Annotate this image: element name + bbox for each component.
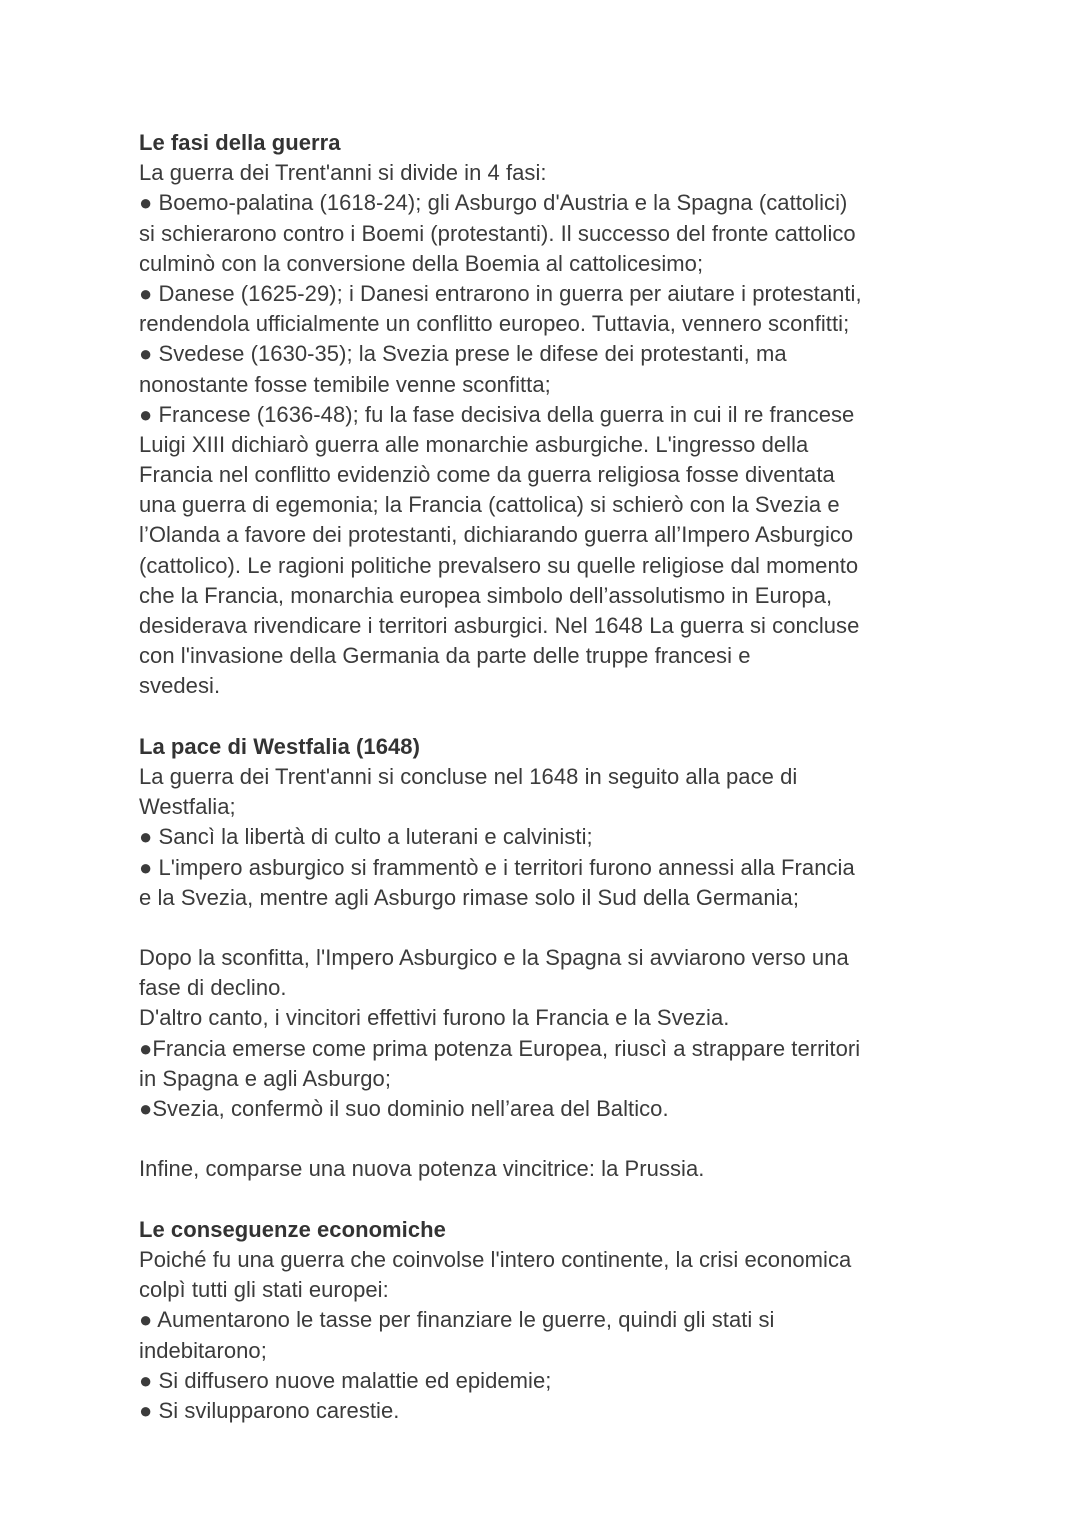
section-heading-conseguenze: Le conseguenze economiche	[139, 1216, 446, 1242]
bullet-line: ● L'impero asburgico si frammentò e i territori furono annessi alla Francia	[139, 854, 855, 880]
text-line: (cattolico). Le ragioni politiche prevalsero su quelle religiose dal momento	[139, 552, 859, 578]
text-line: Francia nel conflitto evidenziò come da guerra religiosa fosse diventata	[139, 462, 835, 488]
text-line: si schierarono contro i Boemi (protestanti). Il successo del fronte cattolico	[139, 220, 856, 246]
text-line: Poiché fu una guerra che coinvolse l'intero continente, la crisi economica	[139, 1246, 852, 1272]
bullet-line: ● Si diffusero nuove malattie ed epidemie;	[139, 1367, 552, 1393]
bullet-line: ● Sancì la libertà di culto a luterani e calvinisti;	[139, 824, 593, 850]
text-line: fase di declino.	[139, 975, 287, 1001]
spacer	[139, 702, 969, 732]
document-page	[139, 128, 969, 1426]
text-line: Luigi XIII dichiarò guerra alle monarchie asburgiche. L'ingresso della	[139, 431, 809, 457]
bullet-line: ● Boemo-palatina (1618-24); gli Asburgo d'Austria e la Spagna (cattolici)	[139, 190, 848, 216]
text-line: Infine, comparse una nuova potenza vincitrice: la Prussia.	[139, 1156, 705, 1182]
bullet-line: ● Francese (1636-48); fu la fase decisiva della guerra in cui il re francese	[139, 401, 855, 427]
bullet-line: ● Aumentarono le tasse per finanziare le guerre, quindi gli stati si	[139, 1307, 775, 1333]
text-line: l’Olanda a favore dei protestanti, dichiarando guerra all’Impero Asburgico	[139, 522, 854, 548]
text-line: desiderava rivendicare i territori asburgici. Nel 1648 La guerra si concluse	[139, 613, 860, 638]
text-line: colpì tutti gli stati europei:	[139, 1277, 389, 1303]
text-line: una guerra di egemonia; la Francia (cattolica) si schierò con la Svezia e	[139, 492, 840, 518]
text-line: Dopo la sconfitta, l'Impero Asburgico e la Spagna si avviarono verso una	[139, 945, 849, 971]
text-line: con l'invasione della Germania da parte delle truppe francesi e	[139, 643, 751, 669]
bullet-line: ● Danese (1625-29); i Danesi entrarono in guerra per aiutare i protestanti,	[139, 280, 862, 306]
text-line: e la Svezia, mentre agli Asburgo rimase solo il Sud della Germania;	[139, 884, 800, 910]
text-line: svedesi.	[139, 673, 221, 699]
text-line: culminò con la conversione della Boemia al cattolicesimo;	[139, 250, 704, 276]
spacer	[139, 1185, 969, 1215]
text-line: nonostante fosse temibile venne sconfitta;	[139, 371, 551, 397]
section-heading-fasi: Le fasi della guerra	[139, 130, 341, 155]
bullet-line: ●Francia emerse come prima potenza Europea, riuscì a strappare territori	[139, 1035, 861, 1061]
text-line: D'altro canto, i vincitori effettivi furono la Francia e la Svezia.	[139, 1005, 730, 1031]
text-line: Westfalia;	[139, 794, 236, 820]
section-heading-pace: La pace di Westfalia (1648)	[139, 733, 420, 759]
text-line: La guerra dei Trent'anni si concluse nel 1648 in seguito alla pace di	[139, 763, 798, 789]
text-line: che la Francia, monarchia europea simbolo dell’assolutismo in Europa,	[139, 582, 833, 608]
spacer	[139, 913, 969, 943]
text-line: indebitarono;	[139, 1337, 267, 1363]
text-line: rendendola ufficialmente un conflitto europeo. Tuttavia, vennero sconfitti;	[139, 311, 850, 337]
bullet-line: ● Si svilupparono carestie.	[139, 1397, 400, 1423]
bullet-line: ●Svezia, confermò il suo dominio nell’area del Baltico.	[139, 1096, 669, 1121]
bullet-line: ● Svedese (1630-35); la Svezia prese le difese dei protestanti, ma	[139, 341, 787, 367]
spacer	[139, 1124, 969, 1154]
text-line: La guerra dei Trent'anni si divide in 4 fasi:	[139, 160, 547, 186]
text-line: in Spagna e agli Asburgo;	[139, 1065, 391, 1091]
